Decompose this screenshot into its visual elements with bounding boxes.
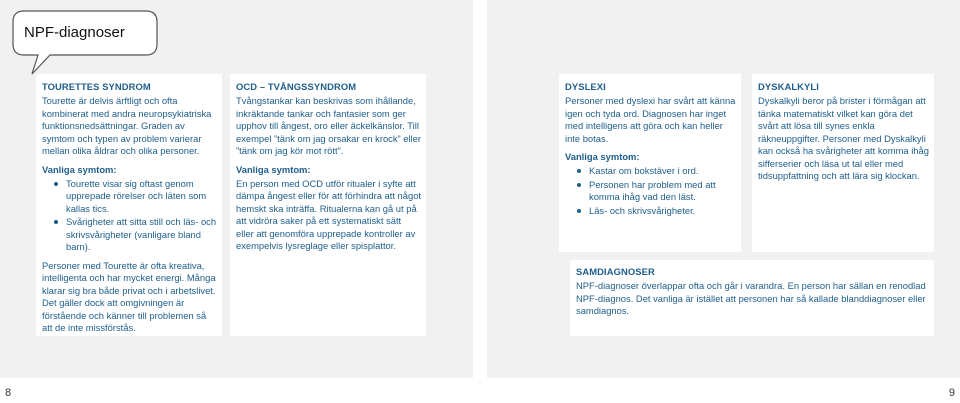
tourette-card — [36, 74, 222, 336]
speech-bubble-icon — [10, 8, 160, 78]
dyskalkyli-card — [752, 74, 934, 252]
samdiagnoser-card — [570, 260, 934, 336]
ocd-intro: Tvångstankar kan beskrivas som ihållande, inkräktande tankar och fantasier som ger upphov till ångest, oro eller äckelkänslor. Till exempel ”tänk om jag orsakar en krock” eller ”tänk om jag kör mot rött”. — [236, 95, 421, 156]
dyskalkyli-heading: DYSKALKYLI — [758, 81, 819, 92]
tourette-symptom-list — [42, 178, 217, 254]
ocd-symptoms-label: Vanliga symtom: — [236, 163, 311, 175]
ocd-card — [230, 74, 426, 336]
list-item: Svårigheter att sitta still och läs- och skrivsvårigheter (vanligare bland barn). — [54, 216, 217, 254]
tourette-heading: TOURETTES SYNDROM — [42, 81, 151, 92]
tourette-outro: Personer med Tourette är ofta kreativa, intelligenta och har mycket energi. Många klarar sig bra både privat och i arbetslivet. Det gäller dock att omgivningen är förstående och känner till problemen så att de inte missförstås. — [42, 259, 216, 333]
page-footer — [0, 378, 960, 403]
dyslexi-heading: DYSLEXI — [565, 81, 606, 92]
page-number-right: 9 — [948, 387, 955, 399]
dyskalkyli-body: Dyskalkyli beror på brister i förmågan att tänka matematiskt vilket kan göra det svårt att lösa till synes enkla räkneuppgifter. Personer med Dyskalkyli kan också ha svårigheter att komma ihåg sifferserier och läsa ut tal eller med tidsuppfattning och att lära sig klockan. — [758, 95, 929, 181]
page-number-left: 8 — [5, 387, 12, 399]
dyslexi-card — [559, 74, 741, 252]
samdiagnoser-body: NPF-diagnoser överlappar ofta och går i varandra. En person har sällan en renodlad NPF-diagnos. Det vanliga är istället att personen har så kallade blanddiagnoser eller samdiagnos. — [576, 280, 926, 316]
ocd-body: En person med OCD utför ritualer i syfte att dämpa ångest eller för att förhindra att något hemskt ska inträffa. Ritualerna kan gå ut på att vidröra saker på ett systematiskt sätt eller att genomföra upprepade kontroller av exempelvis lysreglage eller spisplattor. — [236, 177, 422, 251]
list-item: Tourette visar sig oftast genom upprepade rörelser och läten som kallas tics. — [54, 178, 217, 216]
tourette-symptoms-label: Vanliga symtom: — [42, 163, 117, 175]
list-item: Personen har problem med att komma ihåg vad den läst. — [577, 179, 736, 204]
dyslexi-symptoms-label: Vanliga symtom: — [565, 151, 640, 162]
page-title: NPF-diagnoser — [24, 24, 125, 41]
ocd-heading: OCD – TVÅNGSSYNDROM — [236, 81, 357, 92]
list-item: Läs- och skrivsvårigheter. — [577, 205, 736, 218]
dyslexi-intro: Personer med dyslexi har svårt att känna igen och tyda ord. Diagnosen har inget med intelligens att göra och kan heller inte botas. — [565, 95, 736, 144]
dyslexi-symptom-list — [565, 165, 736, 217]
samdiagnoser-heading: SAMDIAGNOSER — [576, 266, 655, 277]
list-item: Kastar om bokstäver i ord. — [577, 165, 736, 178]
title-speech-bubble — [10, 8, 158, 54]
tourette-intro: Tourette är delvis ärftligt och ofta kombinerat med andra neuropsykiatriska funktionsnedsättningar. Graden av symtom och typen av problem varierar mellan olika åldrar och olika personer. — [42, 95, 212, 156]
